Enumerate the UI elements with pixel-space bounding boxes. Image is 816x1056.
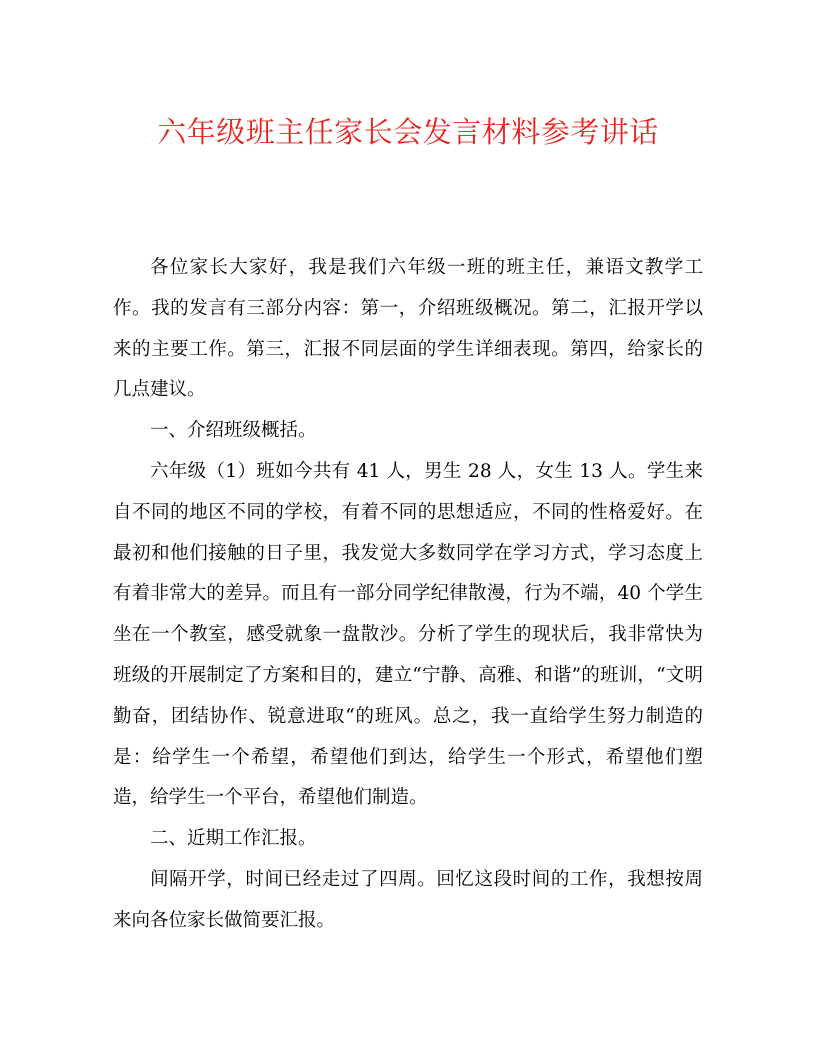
document-title: 六年级班主任家长会发言材料参考讲话	[157, 115, 659, 149]
section-heading-recent-work: 二、近期工作汇报。	[150, 828, 317, 850]
paragraph-intro: 各位家长大家好，我是我们六年级一班的班主任，兼语文教学工作。我的发言有三部分内容：第一，介绍班级概况。第二，汇报开学以来的主要工作。第三，汇报不同层面的学生详细表现。第四，给家长的几点建议。	[113, 257, 703, 401]
section-heading-class-overview: 一、介绍班级概括。	[150, 420, 317, 442]
paragraph-recent-work: 间隔开学，时间已经走过了四周。回忆这段时间的工作，我想按周来向各位家长做简要汇报。	[113, 868, 703, 931]
paragraph-class-overview: 六年级（1）班如今共有 41 人，男生 28 人，女生 13 人。学生来自不同的地区不同的学校，有着不同的思想适应，不同的性格爱好。在最初和他们接触的日子里，我发觉大多数同学在学习方式，学习态度上有着非常大的差异。而且有一部分同学纪律散漫，行为不端，40 个学生坐在一个教室，感受就象一盘散沙。分析了学生的现状后，我非常快为班级的开展制定了方案和目的，建立“宁静、高雅、和谐”的班训，“文明勤奋，团结协作、锐意进取“的班风。总之，我一直给学生努力制造的是：给学生一个希望，希望他们到达，给学生一个形式，希望他们塑造，给学生一个平台，希望他们制造。	[113, 460, 703, 809]
document-body	[113, 248, 703, 942]
